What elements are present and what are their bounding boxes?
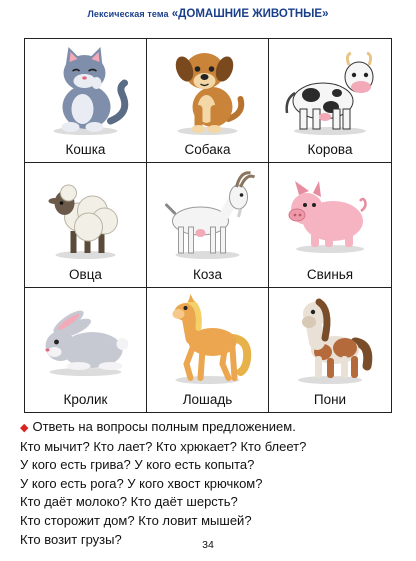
page-number: 34	[202, 539, 214, 551]
diamond-bullet-icon: ◆	[20, 422, 29, 434]
goat-picture	[151, 167, 264, 261]
sheep-picture	[29, 167, 142, 261]
animal-label: Овца	[69, 266, 102, 282]
horse-picture	[151, 292, 264, 386]
pig-picture	[273, 167, 387, 261]
animal-card-horse	[147, 288, 269, 412]
animal-card-rabbit	[25, 288, 147, 412]
animal-card-dog	[147, 39, 269, 163]
dog-picture	[151, 43, 264, 137]
question-line: У кого есть рога? У кого хвост крючком?	[20, 475, 263, 491]
animal-label: Собака	[184, 142, 231, 158]
animal-label: Свинья	[306, 266, 354, 282]
animal-card-pig	[269, 163, 391, 287]
question-line: Кто мычит? Кто лает? Кто хрюкает? Кто блеет?	[20, 438, 307, 454]
instruction-text: Ответь на вопросы полным предложением.	[32, 419, 296, 434]
animal-label: Пони	[313, 392, 347, 407]
cow-picture	[273, 43, 387, 137]
question-line: Кто сторожит дом? Кто ловит мышей?	[20, 512, 252, 528]
animal-label: Корова	[307, 142, 353, 158]
title-topic: «ДОМАШНИЕ ЖИВОТНЫЕ»	[171, 8, 329, 20]
question-line: Кто возит грузы?	[20, 531, 122, 547]
animal-card-pony	[269, 288, 391, 412]
rabbit-picture	[29, 292, 142, 386]
animal-card-sheep	[25, 163, 147, 287]
question-line: Кто даёт молоко? Кто даёт шерсть?	[20, 494, 238, 510]
page-title	[0, 8, 416, 20]
question-line: У кого есть грива? У кого есть копыта?	[20, 457, 255, 473]
animal-label: Лошадь	[182, 392, 233, 407]
animal-grid	[24, 38, 392, 413]
animal-label: Коза	[193, 266, 222, 282]
animal-label: Кошка	[65, 142, 106, 158]
title-prefix: Лексическая тема	[87, 9, 169, 19]
cat-picture	[29, 43, 142, 137]
animal-card-goat	[147, 163, 269, 287]
pony-picture	[273, 292, 387, 386]
questions-block	[20, 418, 400, 549]
animal-card-cow	[269, 39, 391, 163]
instruction-line	[20, 418, 400, 438]
animal-label: Кролик	[63, 392, 108, 407]
animal-card-cat	[25, 39, 147, 163]
